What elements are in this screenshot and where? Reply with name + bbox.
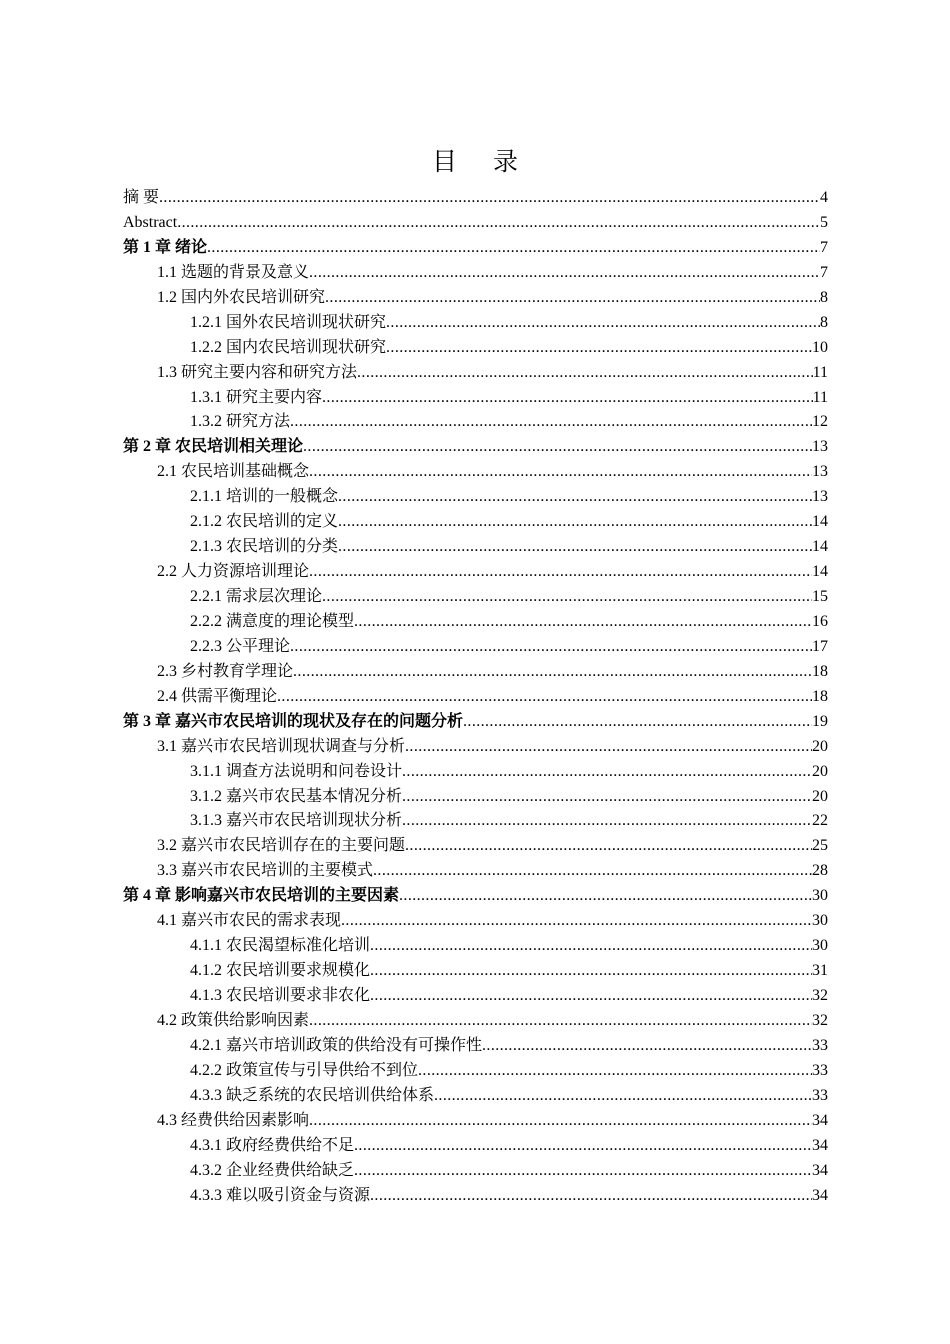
toc-section-entry[interactable] [123,685,828,710]
toc-page-number: 20 [812,762,828,780]
toc-dot-leader [373,859,812,884]
toc-dot-leader [402,760,812,785]
toc-entry-title: 1.2.1 国外农民培训现状研究 [190,313,387,331]
toc-page-number: 16 [812,612,828,630]
toc-entry-title: Abstract [123,213,178,231]
toc-dot-leader [277,685,812,710]
toc-front-entry[interactable] [123,211,828,236]
toc-entry-title: 4.2 政策供给影响因素 [157,1011,310,1029]
toc-section-entry[interactable] [123,460,828,485]
toc-title: 目 录 [432,147,532,176]
toc-entry-title: 1.3 研究主要内容和研究方法 [157,363,358,381]
toc-page-number: 18 [812,687,828,705]
toc-entry-title: 1.2.2 国内农民培训现状研究 [190,338,387,356]
toc-page-number: 18 [812,662,828,680]
toc-dot-leader [303,435,812,460]
toc-dot-leader [309,261,820,286]
toc-page-number: 13 [812,463,828,481]
toc-page-number: 32 [812,1011,828,1029]
toc-entry-title: 4.1.2 农民培训要求规模化 [190,962,371,980]
toc-dot-leader [370,1184,812,1209]
toc-subsection-entry[interactable] [123,1084,828,1109]
toc-entry-title: 4.1.1 农民渴望标准化培训 [190,937,371,955]
toc-entry-title: 2.1.1 培训的一般概念 [190,488,339,506]
toc-section-entry[interactable] [123,1009,828,1034]
toc-dot-leader [357,361,813,386]
toc-page-number: 8 [820,288,828,306]
toc-section-entry[interactable] [123,1109,828,1134]
toc-entry-title: 4.3.3 缺乏系统的农民培训供给体系 [190,1086,435,1104]
toc-subsection-entry[interactable] [123,1159,828,1184]
toc-page-number: 7 [820,263,828,281]
toc-page-number: 15 [812,588,828,605]
toc-page-number: 30 [812,887,828,905]
toc-section-entry[interactable] [123,859,828,884]
toc-entry-title: 2.2.1 需求层次理论 [190,588,323,605]
toc-entry-title: 4.3.2 企业经费供给缺乏 [190,1161,355,1179]
toc-entry-title: 2.1.2 农民培训的定义 [190,513,339,531]
toc-page-number: 8 [820,313,828,331]
toc-subsection-entry[interactable] [123,610,828,635]
toc-chapter-entry[interactable] [123,710,828,735]
toc-page-number: 19 [812,712,828,730]
toc-page-number: 31 [812,962,828,980]
toc-entry-title: 1.1 选题的背景及意义 [157,263,310,281]
toc-dot-leader [402,809,812,834]
toc-dot-leader [309,1009,812,1034]
toc-entry-title: 1.2 国内外农民培训研究 [157,288,326,306]
toc-dot-leader [177,211,820,236]
toc-subsection-entry[interactable] [123,809,828,834]
toc-page-number: 12 [812,413,828,431]
toc-dot-leader [290,635,812,660]
toc-page-number: 14 [812,538,828,556]
toc-dot-leader [338,485,812,510]
toc-dot-leader [309,560,812,585]
table-of-contents [123,186,828,1208]
toc-section-entry[interactable] [123,735,828,760]
toc-chapter-entry[interactable] [123,435,828,460]
toc-page-number: 34 [812,1136,828,1154]
toc-dot-leader [418,1059,812,1084]
toc-page-number: 20 [812,737,828,755]
toc-dot-leader [405,735,812,760]
toc-subsection-entry[interactable] [123,1059,828,1084]
toc-subsection-entry[interactable] [123,535,828,560]
toc-dot-leader [370,959,812,984]
toc-page-number: 17 [812,637,828,655]
toc-section-entry[interactable] [123,261,828,286]
toc-page-number: 5 [820,213,828,231]
toc-dot-leader [159,186,820,211]
toc-subsection-entry[interactable] [123,1134,828,1159]
toc-page-number: 13 [812,488,828,506]
toc-page-number: 33 [812,1086,828,1104]
toc-page-number: 11 [812,363,828,381]
toc-entry-title: 第 3 章 嘉兴市农民培训的现状及存在的问题分析 [123,712,464,730]
toc-entry-title: 第 1 章 绪论 [123,238,208,256]
toc-dot-leader [309,1109,812,1134]
toc-page-number: 10 [812,338,828,356]
toc-entry-title: 4.1.3 农民培训要求非农化 [190,987,371,1004]
toc-page-number: 34 [812,1161,828,1179]
toc-page-number: 7 [820,238,828,256]
toc-dot-leader [293,660,812,685]
toc-entry-title: 3.1 嘉兴市农民培训现状调查与分析 [157,737,406,755]
toc-subsection-entry[interactable] [123,1034,828,1059]
toc-dot-leader [463,710,812,735]
toc-entry-title: 4.2.2 政策宣传与引导供给不到位 [190,1061,419,1079]
toc-subsection-entry[interactable] [123,1184,828,1209]
toc-entry-title: 4.2.1 嘉兴市培训政策的供给没有可操作性 [190,1036,483,1054]
toc-page-number: 34 [812,1186,828,1204]
toc-entry-title: 3.1.1 调查方法说明和问卷设计 [190,762,403,780]
toc-entry-title: 2.2.3 公平理论 [190,637,291,655]
toc-page-number: 4 [820,189,828,206]
toc-page-number: 22 [812,812,828,830]
toc-dot-leader [386,336,812,361]
toc-section-entry[interactable] [123,660,828,685]
toc-entry-title: 3.2 嘉兴市农民培训存在的主要问题 [157,837,406,855]
toc-entry-title: 1.3.1 研究主要内容 [190,388,323,406]
toc-chapter-entry[interactable] [123,884,828,909]
toc-page-number: 20 [812,787,828,805]
toc-dot-leader [434,1084,812,1109]
toc-dot-leader [322,386,813,411]
toc-subsection-entry[interactable] [123,785,828,810]
toc-dot-leader [338,535,812,560]
toc-dot-leader [402,785,812,810]
toc-entry-title: 2.1 农民培训基础概念 [157,463,310,481]
toc-subsection-entry[interactable] [123,510,828,535]
toc-subsection-entry[interactable] [123,635,828,660]
toc-page-number: 30 [812,912,828,930]
toc-page-number: 28 [812,862,828,880]
toc-dot-leader [386,311,820,336]
toc-entry-title: 第 4 章 影响嘉兴市农民培训的主要因素 [123,887,400,905]
toc-subsection-entry[interactable] [123,485,828,510]
toc-section-entry[interactable] [123,286,828,311]
toc-section-entry[interactable] [123,560,828,585]
toc-entry-title: 3.1.3 嘉兴市农民培训现状分析 [190,812,403,830]
toc-entry-title: 4.3 经费供给因素影响 [157,1111,310,1129]
toc-dot-leader [399,884,812,909]
toc-page-number: 14 [812,513,828,531]
toc-entry-title: 2.4 供需平衡理论 [157,687,278,705]
toc-subsection-entry[interactable] [123,760,828,785]
toc-section-entry[interactable] [123,361,828,386]
toc-subsection-entry[interactable] [123,585,828,610]
toc-subsection-entry[interactable] [123,336,828,361]
toc-dot-leader [338,510,812,535]
toc-dot-leader [354,610,812,635]
toc-subsection-entry[interactable] [123,386,828,411]
toc-dot-leader [325,286,820,311]
toc-page-number: 30 [812,937,828,955]
toc-dot-leader [370,984,812,1009]
toc-subsection-entry[interactable] [123,410,828,435]
toc-dot-leader [290,410,812,435]
toc-dot-leader [309,460,812,485]
toc-dot-leader [405,834,812,859]
toc-chapter-entry[interactable] [123,236,828,261]
toc-dot-leader [322,585,812,610]
toc-subsection-entry[interactable] [123,934,828,959]
toc-subsection-entry[interactable] [123,311,828,336]
toc-page-number: 14 [812,563,828,581]
toc-dot-leader [370,934,812,959]
toc-dot-leader [341,909,812,934]
toc-page-number: 34 [812,1111,828,1129]
toc-section-entry[interactable] [123,909,828,934]
toc-section-entry[interactable] [123,834,828,859]
toc-page-number: 25 [812,837,828,855]
toc-entry-title: 摘 要 [123,189,160,206]
toc-entry-title: 2.2.2 满意度的理论模型 [190,612,355,630]
toc-entry-title: 3.1.2 嘉兴市农民基本情况分析 [190,787,403,805]
toc-dot-leader [482,1034,812,1059]
toc-page-number: 33 [812,1061,828,1079]
toc-entry-title: 1.3.2 研究方法 [190,413,291,431]
toc-entry-title: 2.2 人力资源培训理论 [157,563,310,581]
toc-dot-leader [354,1134,812,1159]
toc-dot-leader [207,236,820,261]
toc-page-number: 13 [812,438,828,456]
toc-entry-title: 4.3.3 难以吸引资金与资源 [190,1186,371,1204]
toc-subsection-entry[interactable] [123,959,828,984]
toc-dot-leader [354,1159,812,1184]
toc-page-number: 32 [812,987,828,1004]
toc-entry-title: 4.3.1 政府经费供给不足 [190,1136,355,1154]
toc-entry-title: 2.3 乡村教育学理论 [157,662,294,680]
toc-entry-title: 第 2 章 农民培训相关理论 [123,438,304,456]
toc-page-number: 33 [812,1036,828,1054]
toc-page-number: 11 [812,388,828,406]
toc-entry-title: 2.1.3 农民培训的分类 [190,538,339,556]
toc-entry-title: 3.3 嘉兴市农民培训的主要模式 [157,862,374,880]
toc-subsection-entry[interactable] [123,984,828,1009]
toc-entry-title: 4.1 嘉兴市农民的需求表现 [157,912,342,930]
toc-front-entry[interactable] [123,186,828,211]
